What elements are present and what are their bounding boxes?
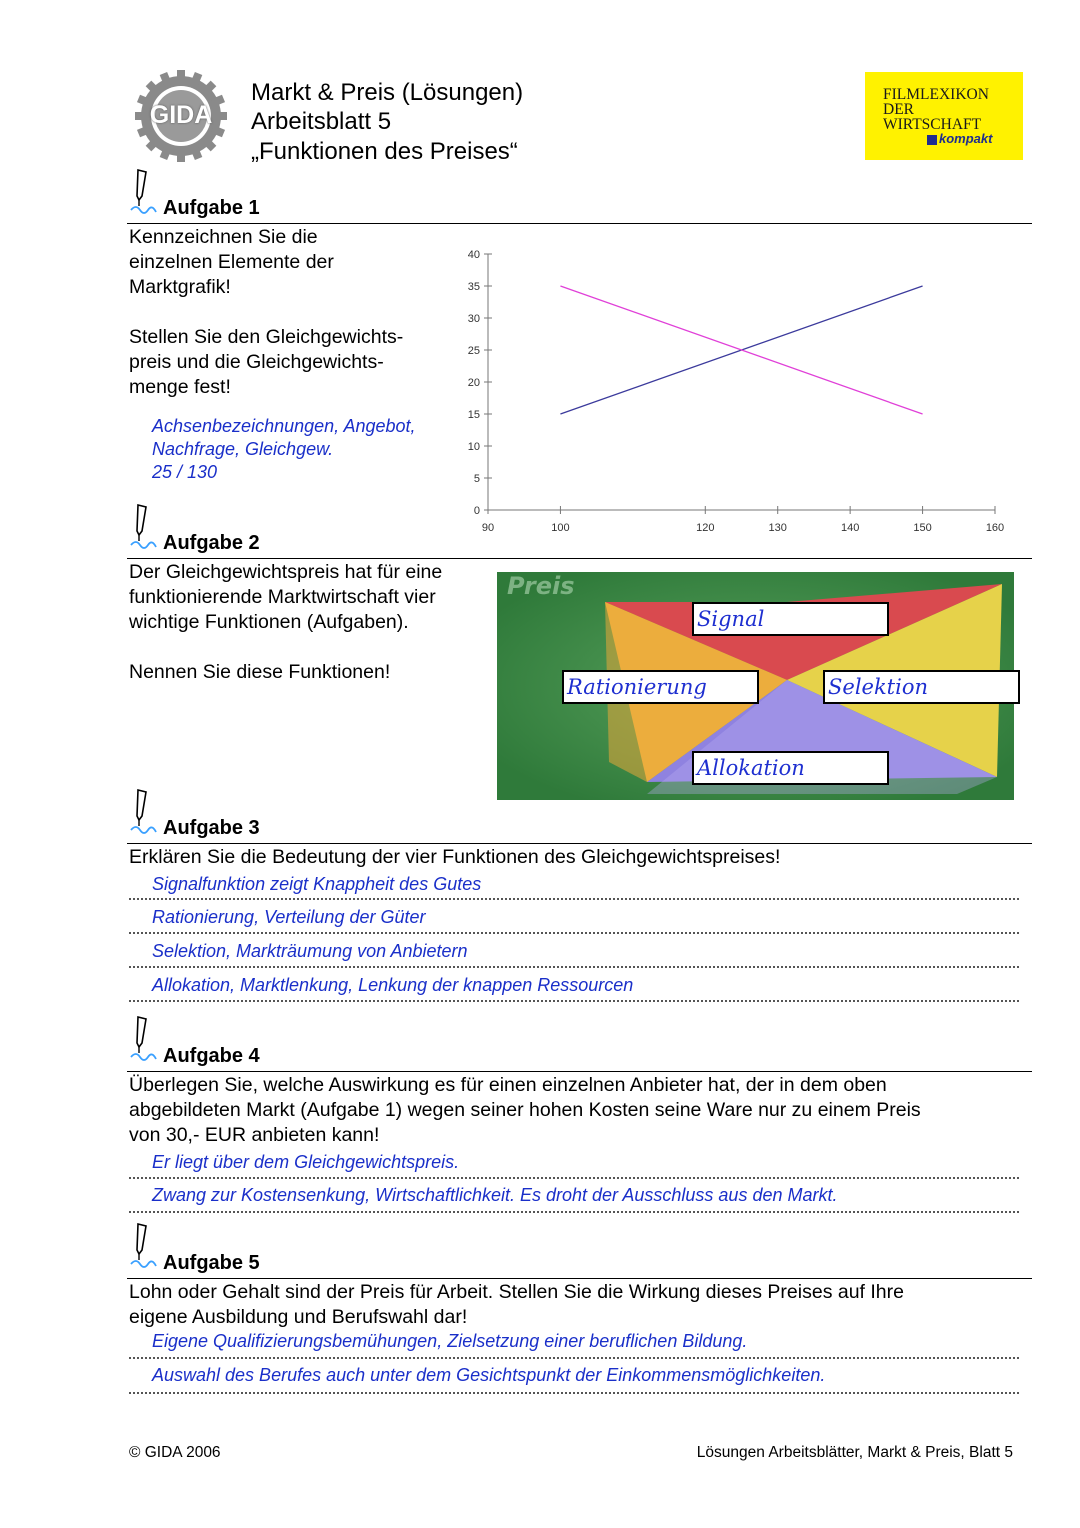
answer-text: Auswahl des Berufes auch unter dem Gesichtspunkt der Einkommensmöglichkeiten. — [152, 1365, 826, 1385]
answer-line — [129, 1000, 1019, 1002]
divider — [127, 1071, 1032, 1072]
preis-label: Preis — [507, 572, 575, 600]
badge-line-1: FILMLEXIKON — [883, 86, 989, 103]
question-text: Stellen Sie den Gleichgewichts- — [129, 326, 404, 348]
rationierung-answer-box[interactable]: Rationierung — [562, 670, 759, 704]
signal-answer-box[interactable]: Signal — [692, 602, 889, 636]
answer-line — [129, 932, 1019, 934]
aufgabe-3-heading: Aufgabe 3 — [163, 817, 260, 839]
y-tick-label: 40 — [467, 249, 480, 261]
question-text: von 30,- EUR anbieten kann! — [129, 1124, 380, 1146]
x-tick-label: 160 — [985, 522, 1005, 534]
market-chart — [455, 245, 1025, 540]
y-tick-label: 0 — [473, 505, 480, 517]
title-line-1: Markt & Preis (Lösungen) — [251, 79, 524, 106]
answer-text: Nachfrage, Gleichgew. — [152, 439, 334, 459]
gida-logo — [133, 68, 229, 164]
answer-line — [129, 1392, 1019, 1394]
question-text: Marktgrafik! — [129, 276, 231, 298]
aufgabe-4-heading: Aufgabe 4 — [163, 1045, 260, 1067]
answer-line — [129, 1211, 1019, 1213]
pen-icon — [128, 786, 162, 836]
badge-line-3: WIRTSCHAFT — [883, 116, 982, 133]
question-text: Erklären Sie die Bedeutung der vier Funktionen des Gleichgewichtspreises! — [129, 846, 781, 868]
divider — [127, 1278, 1032, 1279]
answer-text: Zwang zur Kostensenkung, Wirtschaftlichkeit. Es droht der Ausschluss aus den Markt. — [152, 1185, 838, 1205]
answer-text: Rationierung, Verteilung der Güter — [152, 907, 426, 927]
y-tick-label: 30 — [467, 313, 480, 325]
aufgabe-5-heading: Aufgabe 5 — [163, 1252, 260, 1274]
badge-line-4: kompakt — [939, 131, 993, 146]
answer-line — [129, 1177, 1019, 1179]
pen-icon — [128, 166, 162, 216]
footer-page-info: Lösungen Arbeitsblätter, Markt & Preis, Blatt 5 — [696, 1444, 1013, 1461]
answer-line — [129, 966, 1019, 968]
allokation-answer-box[interactable]: Allokation — [692, 751, 889, 785]
x-tick-label: 130 — [768, 522, 787, 534]
pen-icon — [128, 1013, 162, 1063]
y-tick-label: 5 — [473, 473, 480, 485]
x-tick-label: 150 — [913, 522, 932, 534]
question-text: Kennzeichnen Sie die — [129, 226, 318, 248]
answer-line — [129, 1357, 1019, 1359]
x-tick-label: 120 — [696, 522, 715, 534]
footer-copyright: © GIDA 2006 — [129, 1444, 221, 1461]
answer-text: Er liegt über dem Gleichgewichtspreis. — [152, 1152, 460, 1172]
answer-text: Eigene Qualifizierungsbemühungen, Zielsetzung einer beruflichen Bildung. — [152, 1331, 748, 1351]
divider — [127, 843, 1032, 844]
question-text: preis und die Gleichgewichts- — [129, 351, 384, 373]
divider — [127, 223, 1032, 224]
filmlexikon-badge — [865, 72, 1023, 160]
y-tick-label: 20 — [467, 377, 480, 389]
answer-line — [129, 898, 1019, 900]
question-text: Überlegen Sie, welche Auswirkung es für einen einzelnen Anbieter hat, der in dem oben — [129, 1074, 887, 1096]
y-tick-label: 15 — [467, 409, 480, 421]
question-text: Der Gleichgewichtspreis hat für eine — [129, 561, 443, 583]
answer-text: Signalfunktion zeigt Knappheit des Gutes — [152, 874, 482, 894]
logo-text: GIDA — [149, 101, 213, 129]
y-tick-label: 25 — [467, 345, 480, 357]
title-line-2: Arbeitsblatt 5 — [251, 108, 392, 135]
question-text: Nennen Sie diese Funktionen! — [129, 661, 391, 683]
x-tick-label: 90 — [481, 522, 495, 534]
pen-icon — [128, 1220, 162, 1270]
y-tick-label: 35 — [467, 281, 480, 293]
aufgabe-1-heading: Aufgabe 1 — [163, 197, 260, 219]
x-tick-label: 100 — [551, 522, 570, 534]
aufgabe-2-heading: Aufgabe 2 — [163, 532, 260, 554]
y-tick-label: 10 — [467, 441, 480, 453]
pen-icon — [128, 501, 162, 551]
selektion-answer-box[interactable]: Selektion — [823, 670, 1020, 704]
answer-text: 25 / 130 — [152, 462, 218, 482]
question-text: wichtige Funktionen (Aufgaben). — [129, 611, 409, 633]
question-text: abgebildeten Markt (Aufgabe 1) wegen seiner hohen Kosten seine Ware nur zu einem Preis — [129, 1099, 921, 1121]
answer-text: Selektion, Markträumung von Anbietern — [152, 941, 468, 961]
title-line-3: „Funktionen des Preises“ — [251, 138, 518, 165]
question-text: einzelnen Elemente der — [129, 251, 334, 273]
badge-line-2: DER — [883, 101, 914, 118]
question-text: menge fest! — [129, 376, 231, 398]
question-text: funktionierende Marktwirtschaft vier — [129, 586, 436, 608]
x-tick-label: 140 — [840, 522, 860, 534]
badge-square-icon — [927, 135, 937, 145]
question-text: Lohn oder Gehalt sind der Preis für Arbeit. Stellen Sie die Wirkung dieses Preises auf Ihre — [129, 1281, 904, 1303]
answer-text: Achsenbezeichnungen, Angebot, — [152, 416, 416, 436]
question-text: eigene Ausbildung und Berufswahl dar! — [129, 1306, 468, 1328]
answer-text: Allokation, Marktlenkung, Lenkung der knappen Ressourcen — [152, 975, 634, 995]
divider — [127, 558, 1032, 559]
